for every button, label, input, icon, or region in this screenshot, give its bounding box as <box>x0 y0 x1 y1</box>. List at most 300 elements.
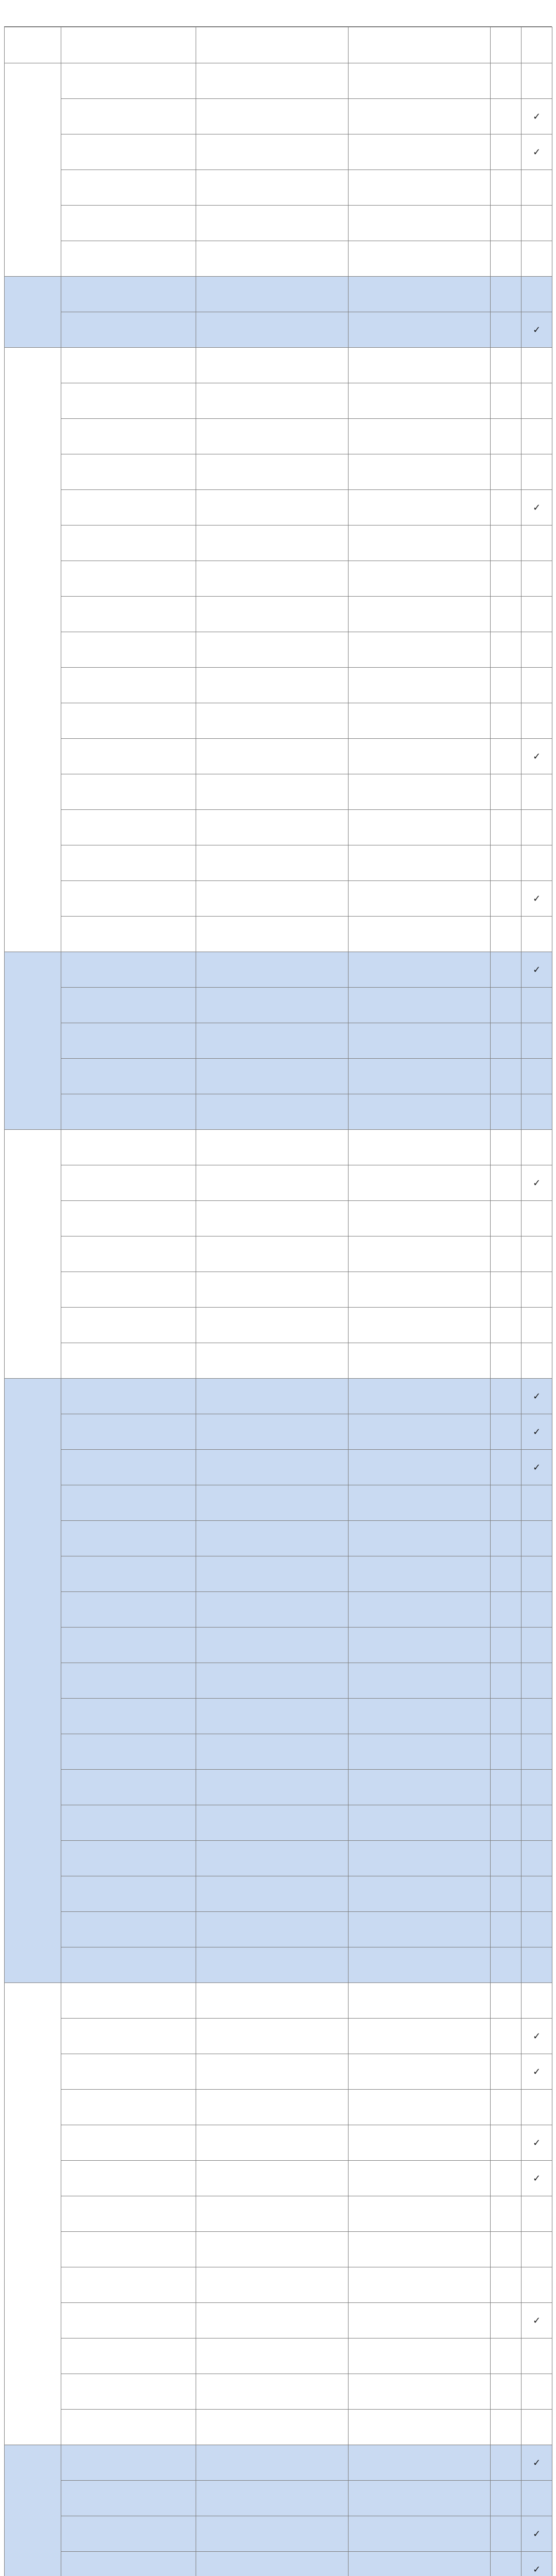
point-name-cell <box>61 1450 196 1485</box>
flag-cell <box>491 2054 522 2090</box>
check-mark-cell <box>522 1876 552 1912</box>
flag-cell <box>491 2196 522 2232</box>
flag-cell <box>491 1236 522 1272</box>
check-mark-cell <box>522 632 552 668</box>
point-name-cell <box>61 810 196 845</box>
table-row <box>5 1201 552 1236</box>
service-hours-cell <box>349 1947 491 1983</box>
flag-cell <box>491 1414 522 1450</box>
check-icon: ✓ <box>532 2457 541 2468</box>
check-mark-cell <box>522 1699 552 1734</box>
check-mark-cell <box>522 1165 552 1201</box>
address-cell <box>196 561 349 597</box>
check-mark-cell <box>522 1379 552 1414</box>
address-cell <box>196 2054 349 2090</box>
check-mark-cell <box>522 1734 552 1770</box>
point-name-cell <box>61 2303 196 2338</box>
service-hours-cell <box>349 2410 491 2445</box>
point-name-cell <box>61 1414 196 1450</box>
table-row <box>5 2090 552 2125</box>
service-hours-cell <box>349 1414 491 1450</box>
point-name-cell <box>61 2019 196 2054</box>
point-name-cell <box>61 1343 196 1379</box>
service-hours-cell <box>349 383 491 419</box>
check-icon: ✓ <box>532 2564 541 2575</box>
check-mark-cell <box>522 1094 552 1130</box>
flag-cell <box>491 917 522 952</box>
check-mark-cell <box>522 1592 552 1628</box>
point-name-cell <box>61 170 196 206</box>
table-row <box>5 1770 552 1805</box>
service-hours-cell <box>349 1094 491 1130</box>
table-row <box>5 170 552 206</box>
address-cell <box>196 1308 349 1343</box>
flag-cell <box>491 774 522 810</box>
check-mark-cell <box>522 2161 552 2196</box>
point-name-cell <box>61 1521 196 1556</box>
point-name-cell <box>61 668 196 703</box>
flag-cell <box>491 1805 522 1841</box>
check-mark-cell <box>522 2054 552 2090</box>
address-cell <box>196 1094 349 1130</box>
check-mark-cell <box>522 2338 552 2374</box>
service-hours-cell <box>349 952 491 988</box>
service-hours-cell <box>349 2125 491 2161</box>
check-mark-cell <box>522 1628 552 1663</box>
address-cell <box>196 1912 349 1947</box>
address-cell <box>196 1947 349 1983</box>
address-cell <box>196 2374 349 2410</box>
service-hours-cell <box>349 2161 491 2196</box>
flag-cell <box>491 170 522 206</box>
address-cell <box>196 2516 349 2552</box>
address-cell <box>196 241 349 277</box>
check-icon: ✓ <box>532 1426 541 1437</box>
table-row <box>5 312 552 348</box>
check-icon: ✓ <box>532 2030 541 2042</box>
street-name-cell <box>5 277 61 348</box>
address-cell <box>196 383 349 419</box>
point-name-cell <box>61 419 196 454</box>
check-icon: ✓ <box>532 2528 541 2539</box>
service-hours-cell <box>349 134 491 170</box>
point-name-cell <box>61 1699 196 1734</box>
address-cell <box>196 454 349 490</box>
address-cell <box>196 1556 349 1592</box>
check-mark-cell <box>522 1201 552 1236</box>
check-mark-cell <box>522 2267 552 2303</box>
address-cell <box>196 134 349 170</box>
flag-cell <box>491 1983 522 2019</box>
check-mark-cell <box>522 1983 552 2019</box>
service-hours-cell <box>349 810 491 845</box>
table-row <box>5 1450 552 1485</box>
check-mark-cell <box>522 1059 552 1094</box>
table-row <box>5 2481 552 2516</box>
address-cell <box>196 632 349 668</box>
check-mark-cell <box>522 2516 552 2552</box>
address-cell <box>196 668 349 703</box>
point-name-cell <box>61 881 196 917</box>
address-cell <box>196 810 349 845</box>
point-name-cell <box>61 1876 196 1912</box>
address-cell <box>196 739 349 774</box>
flag-cell <box>491 134 522 170</box>
address-cell <box>196 1201 349 1236</box>
check-mark-cell <box>522 1130 552 1165</box>
address-cell <box>196 348 349 383</box>
flag-cell <box>491 312 522 348</box>
table-row <box>5 1699 552 1734</box>
check-icon: ✓ <box>532 111 541 122</box>
table-row <box>5 1663 552 1699</box>
flag-cell <box>491 2338 522 2374</box>
address-cell <box>196 526 349 561</box>
address-cell <box>196 312 349 348</box>
street-name-cell <box>5 63 61 277</box>
table-row <box>5 134 552 170</box>
service-hours-cell <box>349 1023 491 1059</box>
flag-cell <box>491 419 522 454</box>
check-mark-cell <box>522 2232 552 2267</box>
point-name-cell <box>61 1805 196 1841</box>
flag-cell <box>491 1450 522 1485</box>
flag-cell <box>491 703 522 739</box>
service-hours-cell <box>349 170 491 206</box>
table-row <box>5 2516 552 2552</box>
table-row <box>5 2019 552 2054</box>
address-cell <box>196 277 349 312</box>
point-name-cell <box>61 1165 196 1201</box>
address-cell <box>196 170 349 206</box>
flag-cell <box>491 206 522 241</box>
service-hours-cell <box>349 1663 491 1699</box>
point-name-cell <box>61 2410 196 2445</box>
table-row <box>5 206 552 241</box>
point-name-cell <box>61 1059 196 1094</box>
check-mark-cell <box>522 1308 552 1343</box>
point-name-cell <box>61 1094 196 1130</box>
address-cell <box>196 703 349 739</box>
flag-cell <box>491 632 522 668</box>
flag-cell <box>491 1272 522 1308</box>
table-row <box>5 597 552 632</box>
check-icon: ✓ <box>532 2137 541 2148</box>
address-cell <box>196 1770 349 1805</box>
street-name-cell <box>5 1130 61 1379</box>
table-row <box>5 739 552 774</box>
service-hours-cell <box>349 1201 491 1236</box>
check-mark-cell <box>522 1485 552 1521</box>
flag-cell <box>491 1912 522 1947</box>
flag-cell <box>491 2303 522 2338</box>
service-hours-cell <box>349 348 491 383</box>
point-name-cell <box>61 2445 196 2481</box>
flag-cell <box>491 1023 522 1059</box>
service-hours-cell <box>349 490 491 526</box>
point-name-cell <box>61 490 196 526</box>
point-name-cell <box>61 952 196 988</box>
flag-cell <box>491 277 522 312</box>
table-row <box>5 1734 552 1770</box>
check-mark-cell <box>522 1556 552 1592</box>
flag-cell <box>491 1130 522 1165</box>
point-name-cell <box>61 597 196 632</box>
table-row <box>5 1272 552 1308</box>
table-row <box>5 2161 552 2196</box>
flag-cell <box>491 2481 522 2516</box>
flag-cell <box>491 1521 522 1556</box>
point-name-cell <box>61 845 196 881</box>
address-cell <box>196 774 349 810</box>
table-row <box>5 241 552 277</box>
point-name-cell <box>61 206 196 241</box>
service-hours-cell <box>349 1983 491 2019</box>
check-icon: ✓ <box>532 324 541 335</box>
table-row <box>5 1485 552 1521</box>
table-row <box>5 2303 552 2338</box>
flag-cell <box>491 490 522 526</box>
point-name-cell <box>61 1130 196 1165</box>
flag-cell <box>491 2410 522 2445</box>
flag-cell <box>491 1059 522 1094</box>
flag-cell <box>491 1734 522 1770</box>
address-cell <box>196 1343 349 1379</box>
check-icon: ✓ <box>532 751 541 762</box>
table-row <box>5 1094 552 1130</box>
table-row <box>5 1379 552 1414</box>
point-name-cell <box>61 1983 196 2019</box>
address-cell <box>196 1663 349 1699</box>
address-cell <box>196 917 349 952</box>
address-cell <box>196 2161 349 2196</box>
point-name-cell <box>61 312 196 348</box>
address-cell <box>196 1130 349 1165</box>
flag-cell <box>491 1947 522 1983</box>
table-row <box>5 383 552 419</box>
check-mark-cell <box>522 2125 552 2161</box>
table-row <box>5 2338 552 2374</box>
table-row <box>5 917 552 952</box>
address-cell <box>196 2338 349 2374</box>
address-cell <box>196 2552 349 2576</box>
point-name-cell <box>61 2516 196 2552</box>
flag-cell <box>491 2267 522 2303</box>
address-cell <box>196 2125 349 2161</box>
service-hours-cell <box>349 2445 491 2481</box>
address-cell <box>196 1485 349 1521</box>
table-body <box>5 63 552 2576</box>
service-hours-cell <box>349 526 491 561</box>
check-mark-cell <box>522 348 552 383</box>
check-mark-cell <box>522 277 552 312</box>
service-hours-cell <box>349 1628 491 1663</box>
service-hours-cell <box>349 206 491 241</box>
point-name-cell <box>61 1201 196 1236</box>
service-hours-cell <box>349 2054 491 2090</box>
point-name-cell <box>61 2125 196 2161</box>
flag-cell <box>491 99 522 134</box>
table-row <box>5 2552 552 2576</box>
check-mark-cell <box>522 561 552 597</box>
table-row <box>5 1521 552 1556</box>
flag-cell <box>491 1165 522 1201</box>
service-hours-cell <box>349 1770 491 1805</box>
table-row <box>5 1876 552 1912</box>
point-name-cell <box>61 917 196 952</box>
flag-cell <box>491 1592 522 1628</box>
service-hours-cell <box>349 2196 491 2232</box>
flag-cell <box>491 668 522 703</box>
point-name-cell <box>61 2552 196 2576</box>
service-hours-cell <box>349 881 491 917</box>
table-row <box>5 845 552 881</box>
point-name-cell <box>61 454 196 490</box>
flag-cell <box>491 1201 522 1236</box>
table-row <box>5 632 552 668</box>
check-icon: ✓ <box>532 2315 541 2326</box>
flag-cell <box>491 1663 522 1699</box>
address-cell <box>196 2303 349 2338</box>
table-row <box>5 2410 552 2445</box>
flag-cell <box>491 1379 522 1414</box>
address-cell <box>196 2481 349 2516</box>
check-icon: ✓ <box>532 502 541 513</box>
point-name-cell <box>61 383 196 419</box>
service-hours-cell <box>349 1841 491 1876</box>
table-row <box>5 2267 552 2303</box>
header-address <box>196 27 349 63</box>
table-row <box>5 99 552 134</box>
table-row <box>5 810 552 845</box>
table-row <box>5 2374 552 2410</box>
check-mark-cell <box>522 134 552 170</box>
check-mark-cell <box>522 668 552 703</box>
table-row <box>5 1947 552 1983</box>
address-cell <box>196 952 349 988</box>
address-cell <box>196 419 349 454</box>
street-name-cell <box>5 348 61 952</box>
address-cell <box>196 1272 349 1308</box>
service-hours-cell <box>349 739 491 774</box>
service-hours-cell <box>349 988 491 1023</box>
table-row <box>5 1556 552 1592</box>
check-mark-cell <box>522 1023 552 1059</box>
address-cell <box>196 63 349 99</box>
service-hours-cell <box>349 2481 491 2516</box>
table-row <box>5 1628 552 1663</box>
service-hours-cell <box>349 312 491 348</box>
service-hours-cell <box>349 99 491 134</box>
header-check <box>522 27 552 63</box>
address-cell <box>196 1521 349 1556</box>
address-cell <box>196 1699 349 1734</box>
check-mark-cell <box>522 170 552 206</box>
flag-cell <box>491 63 522 99</box>
flag-cell <box>491 810 522 845</box>
service-hours-cell <box>349 1272 491 1308</box>
check-mark-cell <box>522 1841 552 1876</box>
flag-cell <box>491 881 522 917</box>
street-name-cell <box>5 952 61 1130</box>
service-hours-cell <box>349 1485 491 1521</box>
address-cell <box>196 206 349 241</box>
table-row <box>5 1308 552 1343</box>
service-hours-cell <box>349 241 491 277</box>
header-service-hours <box>349 27 491 63</box>
flag-cell <box>491 1094 522 1130</box>
check-mark-cell <box>522 597 552 632</box>
service-hours-cell <box>349 2090 491 2125</box>
check-mark-cell <box>522 1947 552 1983</box>
service-hours-cell <box>349 1450 491 1485</box>
street-name-cell <box>5 1983 61 2445</box>
page-title <box>4 0 552 27</box>
check-mark-cell <box>522 2090 552 2125</box>
check-mark-cell <box>522 312 552 348</box>
service-hours-cell <box>349 703 491 739</box>
point-name-cell <box>61 739 196 774</box>
point-name-cell <box>61 774 196 810</box>
table-row <box>5 1059 552 1094</box>
address-cell <box>196 2410 349 2445</box>
table-row <box>5 703 552 739</box>
check-mark-cell <box>522 1521 552 1556</box>
check-icon: ✓ <box>532 2173 541 2184</box>
check-mark-cell <box>522 2410 552 2445</box>
check-mark-cell <box>522 206 552 241</box>
service-hours-cell <box>349 1876 491 1912</box>
service-hours-cell <box>349 2019 491 2054</box>
flag-cell <box>491 1770 522 1805</box>
table-row <box>5 1414 552 1450</box>
table-row <box>5 988 552 1023</box>
table-row <box>5 454 552 490</box>
address-cell <box>196 2232 349 2267</box>
point-name-cell <box>61 277 196 312</box>
address-cell <box>196 845 349 881</box>
flag-cell <box>491 1628 522 1663</box>
check-mark-cell <box>522 1236 552 1272</box>
table-row <box>5 1165 552 1201</box>
service-hours-cell <box>349 2374 491 2410</box>
address-cell <box>196 1592 349 1628</box>
table-row <box>5 2445 552 2481</box>
table-row <box>5 419 552 454</box>
point-name-cell <box>61 241 196 277</box>
service-hours-cell <box>349 2516 491 2552</box>
table-row <box>5 277 552 312</box>
address-cell <box>196 1734 349 1770</box>
table-row <box>5 668 552 703</box>
point-name-cell <box>61 2374 196 2410</box>
check-mark-cell <box>522 1805 552 1841</box>
point-name-cell <box>61 1308 196 1343</box>
sampling-points-table <box>4 27 552 2576</box>
check-mark-cell <box>522 526 552 561</box>
address-cell <box>196 99 349 134</box>
flag-cell <box>491 2516 522 2552</box>
table-row <box>5 1236 552 1272</box>
service-hours-cell <box>349 1556 491 1592</box>
service-hours-cell <box>349 419 491 454</box>
service-hours-cell <box>349 2303 491 2338</box>
address-cell <box>196 1876 349 1912</box>
point-name-cell <box>61 988 196 1023</box>
address-cell <box>196 1379 349 1414</box>
table-row <box>5 63 552 99</box>
point-name-cell <box>61 1485 196 1521</box>
